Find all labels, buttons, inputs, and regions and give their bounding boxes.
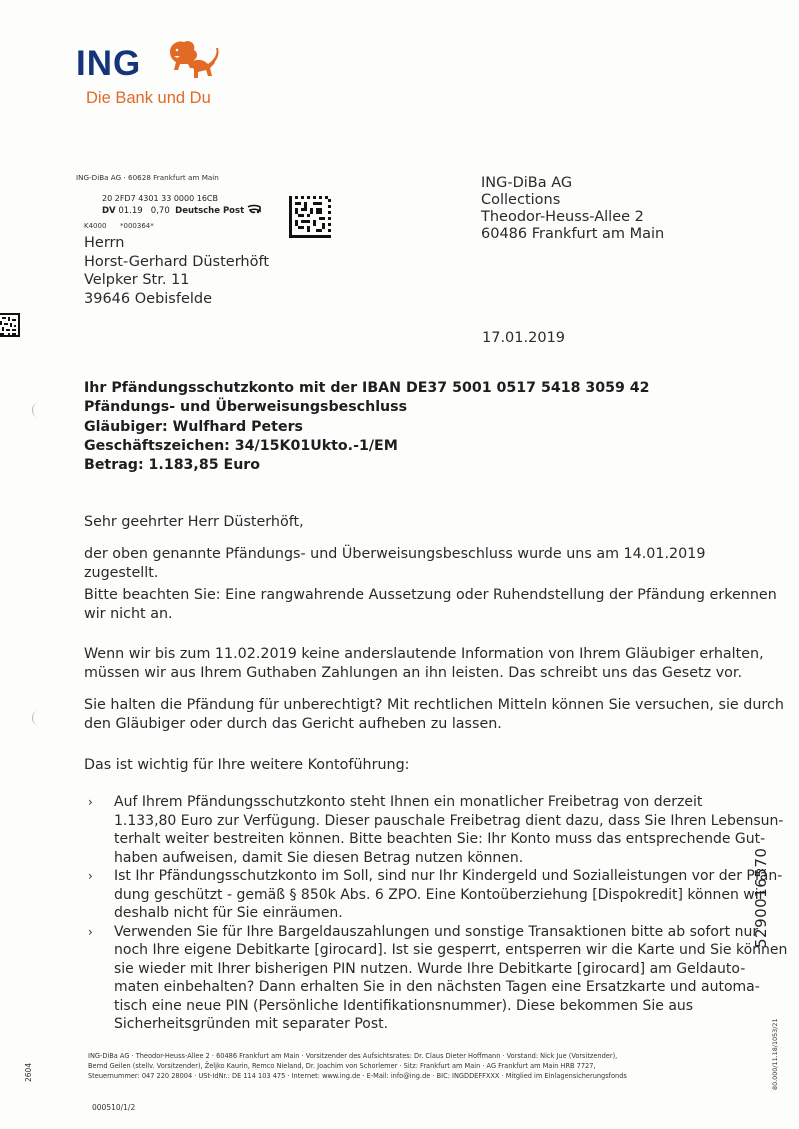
paragraph-line: Sie halten die Pfändung für unberechtigt? Mit rechtlichen Mitteln können Sie versuchen, sie durch — [84, 697, 784, 713]
punch-mark — [32, 711, 43, 725]
recipient-street: Velpker Str. 11 — [84, 272, 190, 288]
side-document-number: 5290016570 — [752, 847, 770, 948]
subject-reference: Geschäftszeichen: 34/15K01Ukto.-1/EM — [84, 437, 398, 454]
sender-address — [481, 175, 664, 243]
company-footer — [88, 1051, 627, 1081]
recipient-city: 39646 Oebisfelde — [84, 290, 213, 307]
list-item-line: noch Ihre eigene Debitkarte [girocard]. Ist sie gesperrt, entsperren wir die Karte und Sie können — [114, 942, 788, 958]
punch-mark — [32, 403, 43, 417]
paragraph-intro-list: Das ist wichtig für Ihre weitere Kontoführung: — [84, 757, 410, 773]
sender-company: ING-DiBa AG — [481, 175, 573, 191]
ing-logo-text: ING — [76, 44, 142, 83]
sender-street: Theodor-Heuss-Allee 2 — [481, 209, 644, 225]
subject-creditor: Gläubiger: Wulfhard Peters — [84, 418, 304, 435]
subject-block — [84, 379, 650, 475]
bullet-chevron-icon: › — [88, 924, 93, 939]
list-item-line: terhalt weiter bestreiten können. Bitte beachten Sie: Ihr Konto muss das entsprechende Gut- — [114, 831, 766, 847]
footer-line: Steuernummer: 047 220 28004 · USt-IdNr.: DE 114 103 475 · Internet: www.ing.de · E-Mail: info@ing.de · BIC: INGDDEFFXXX · Mitglied im Einlagensicherungsfonds — [88, 1072, 627, 1080]
franking-row — [102, 204, 261, 217]
list-item — [88, 867, 787, 923]
letter-date: 17.01.2019 — [482, 330, 566, 346]
list-item — [88, 793, 787, 867]
list-item-line: tisch eine neue PIN (Persönliche Identifikationsnummer). Diese bekommen Sie aus — [114, 997, 694, 1014]
subject-title: Pfändungs- und Überweisungsbeschluss — [84, 399, 408, 416]
franking-carrier: Deutsche Post — [175, 206, 245, 216]
franking-dv-label: DV — [102, 206, 116, 216]
list-item-line: dung geschützt - gemäß § 850k Abs. 6 ZPO. Eine Kontoüberziehung [Dispokredit] können wir — [114, 886, 765, 903]
franking-code: 20 2FD7 4301 33 0000 16CB — [102, 194, 218, 203]
subject-amount: Betrag: 1.183,85 Euro — [84, 457, 261, 474]
bullet-chevron-icon: › — [88, 795, 93, 809]
list-item-line: Ist Ihr Pfändungsschutzkonto im Soll, sind nur Ihr Kindergeld und Sozialleistungen vor der Pfän- — [114, 868, 783, 884]
document-code: 000510/1/2 — [92, 1103, 136, 1112]
lion-logo-icon — [164, 38, 220, 84]
list-item-line: Verwenden Sie für Ihre Bargeldauszahlungen und sonstige Transaktionen bitte ab sofort nur — [114, 923, 759, 940]
greeting: Sehr geehrter Herr Düsterhöft, — [84, 514, 304, 530]
route-code: K4000 — [84, 222, 107, 230]
franking-block — [102, 193, 261, 217]
bullet-list — [88, 793, 787, 1034]
sender-city: 60486 Frankfurt am Main — [481, 226, 665, 242]
franking-amount: 0,70 — [150, 206, 170, 216]
list-item-line: maten einbehalten? Dann erhalten Sie in den nächsten Tagen eine Ersatzkarte und automa- — [114, 979, 760, 995]
paragraph-deadline — [84, 645, 764, 683]
recipient-salutation: Herrn — [84, 235, 125, 251]
list-item-line: 1.133,80 Euro zur Verfügung. Dieser pauschale Freibetrag dient dazu, dass Sie Ihren Lebensun- — [114, 812, 784, 829]
sender-return-line: ING-DiBa AG · 60628 Frankfurt am Main — [76, 173, 219, 182]
bullet-chevron-icon: › — [88, 869, 93, 883]
left-margin-code: 2604 — [24, 1062, 33, 1082]
paragraph-suspension — [84, 586, 777, 624]
paragraph-notice: der oben genannte Pfändungs- und Überweisungsbeschluss wurde uns am 14.01.2019 zugestellt. — [84, 546, 706, 581]
paragraph-line: Bitte beachten Sie: Eine rangwahrende Aussetzung oder Ruhendstellung der Pfändung erkennen — [84, 587, 777, 603]
list-item — [88, 923, 787, 1034]
sender-department: Collections — [481, 192, 561, 208]
recipient-name: Horst-Gerhard Düsterhöft — [84, 253, 270, 270]
list-item-line: deshalb nicht für Sie einräumen. — [114, 905, 343, 921]
footer-line: Bernd Geilen (stellv. Vorsitzender), Željko Kaurin, Remco Nieland, Dr. Joachim von Schorlemer · Sitz: Frankfurt am Main · AG Frankfurt am Main HRB 7727, — [88, 1062, 596, 1070]
datamatrix-code — [289, 196, 331, 238]
paragraph-objection — [84, 696, 784, 734]
paragraph-line: Wenn wir bis zum 11.02.2019 keine anderslautende Information von Ihrem Gläubiger erhalten, — [84, 646, 764, 662]
list-item-line: sie wieder mit Ihrer bisherigen PIN nutzen. Wurde Ihre Debitkarte [girocard] am Geldauto- — [114, 960, 746, 977]
side-print-code: 80.000/11.18/1053/21 — [771, 1018, 779, 1090]
brand-tagline: Die Bank und Du — [86, 89, 211, 107]
paragraph-line: müssen wir aus Ihrem Guthaben Zahlungen an ihn leisten. Das schreibt uns das Gesetz vor. — [84, 665, 743, 681]
paragraph-line: den Gläubiger oder durch das Gericht aufheben zu lassen. — [84, 716, 502, 732]
footer-line: ING-DiBa AG · Theodor-Heuss-Allee 2 · 60486 Frankfurt am Main · Vorsitzender des Aufsichtsrates: Dr. Claus Dieter Hoffmann · Vorstand: Nick Jue (Vorsitzender), — [88, 1052, 618, 1060]
recipient-address — [84, 234, 269, 308]
sequence-number: *000364* — [120, 222, 154, 230]
edge-barcode — [0, 313, 20, 337]
paragraph-line: wir nicht an. — [84, 606, 173, 622]
post-horn-icon — [247, 204, 261, 214]
list-item-line: haben aufweisen, damit Sie diesen Betrag nutzen können. — [114, 849, 524, 866]
list-item-line: Sicherheitsgründen mit separater Post. — [114, 1016, 389, 1032]
subject-iban: Ihr Pfändungsschutzkonto mit der IBAN DE37 5001 0517 5418 3059 42 — [84, 380, 650, 396]
list-item-line: Auf Ihrem Pfändungsschutzkonto steht Ihnen ein monatlicher Freibetrag von derzeit — [114, 794, 703, 810]
franking-dv-value: 01.19 — [118, 206, 143, 216]
